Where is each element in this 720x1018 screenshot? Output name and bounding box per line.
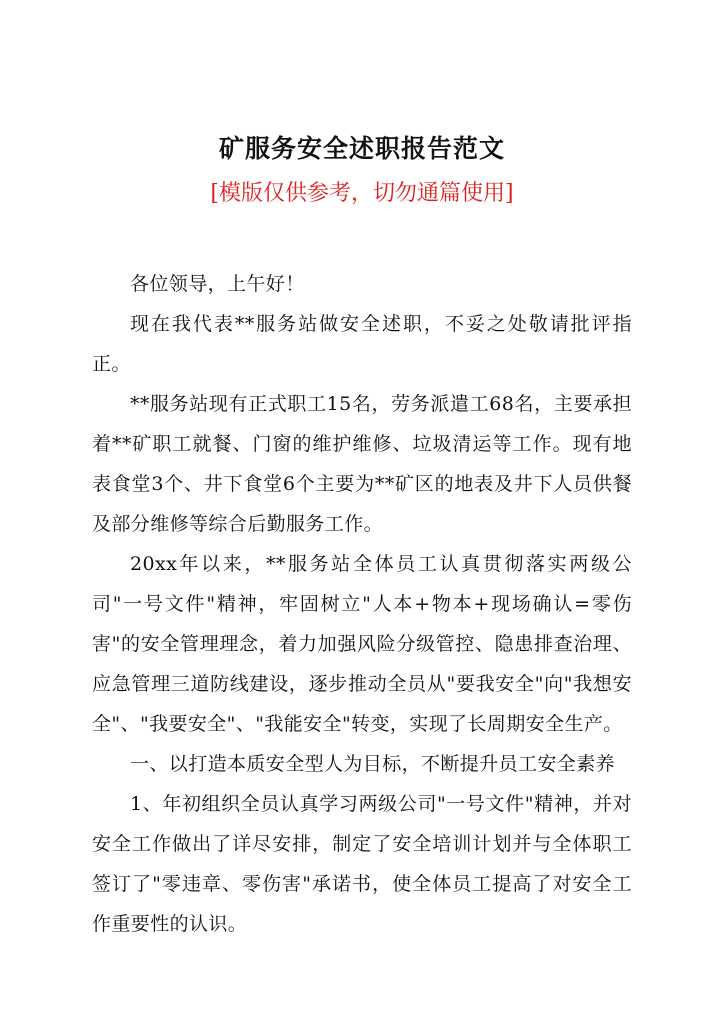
summary-paragraph: 20xx年以来，**服务站全体员工认真贯彻落实两级公司"一号文件"精神，牢固树立"人本+物本+现场确认=零伤害"的安全管理理念，着力加强风险分级管控、隐患排查治理、应急管理三道防线建设，逐步推动全员从"要我安全"向"我想安全"、"我要安全"、"我能安全"转变，实现了长周期安全生产。 — [92, 553, 632, 735]
staff-paragraph: **服务站现有正式职工15名，劳务派遣工68名，主要承担着**矿职工就餐、门窗的维护维修、垃圾清运等工作。现有地表食堂3个、井下食堂6个主要为**矿区的地表及井下人员供餐及部分维修等综合后勤服务工作。 — [92, 393, 632, 535]
document-title: 矿服务安全述职报告范文 — [218, 134, 505, 163]
section-heading: 一、以打造本质安全型人为目标，不断提升员工安全素养 — [130, 753, 616, 775]
intro-paragraph: 现在我代表**服务站做安全述职，不妥之处敬请批评指正。 — [92, 313, 632, 375]
greeting-paragraph: 各位领导，上午好！ — [130, 273, 305, 295]
document-subtitle: [模版仅供参考，切勿通篇使用] — [210, 181, 514, 206]
document-body — [92, 264, 632, 944]
item-paragraph: 1、年初组织全员认真学习两级公司"一号文件"精神，并对安全工作做出了详尽安排，制定了安全培训计划并与全体职工签订了"零违章、零伤害"承诺书，使全体员工提高了对安全工作重要性的认识。 — [92, 793, 632, 935]
